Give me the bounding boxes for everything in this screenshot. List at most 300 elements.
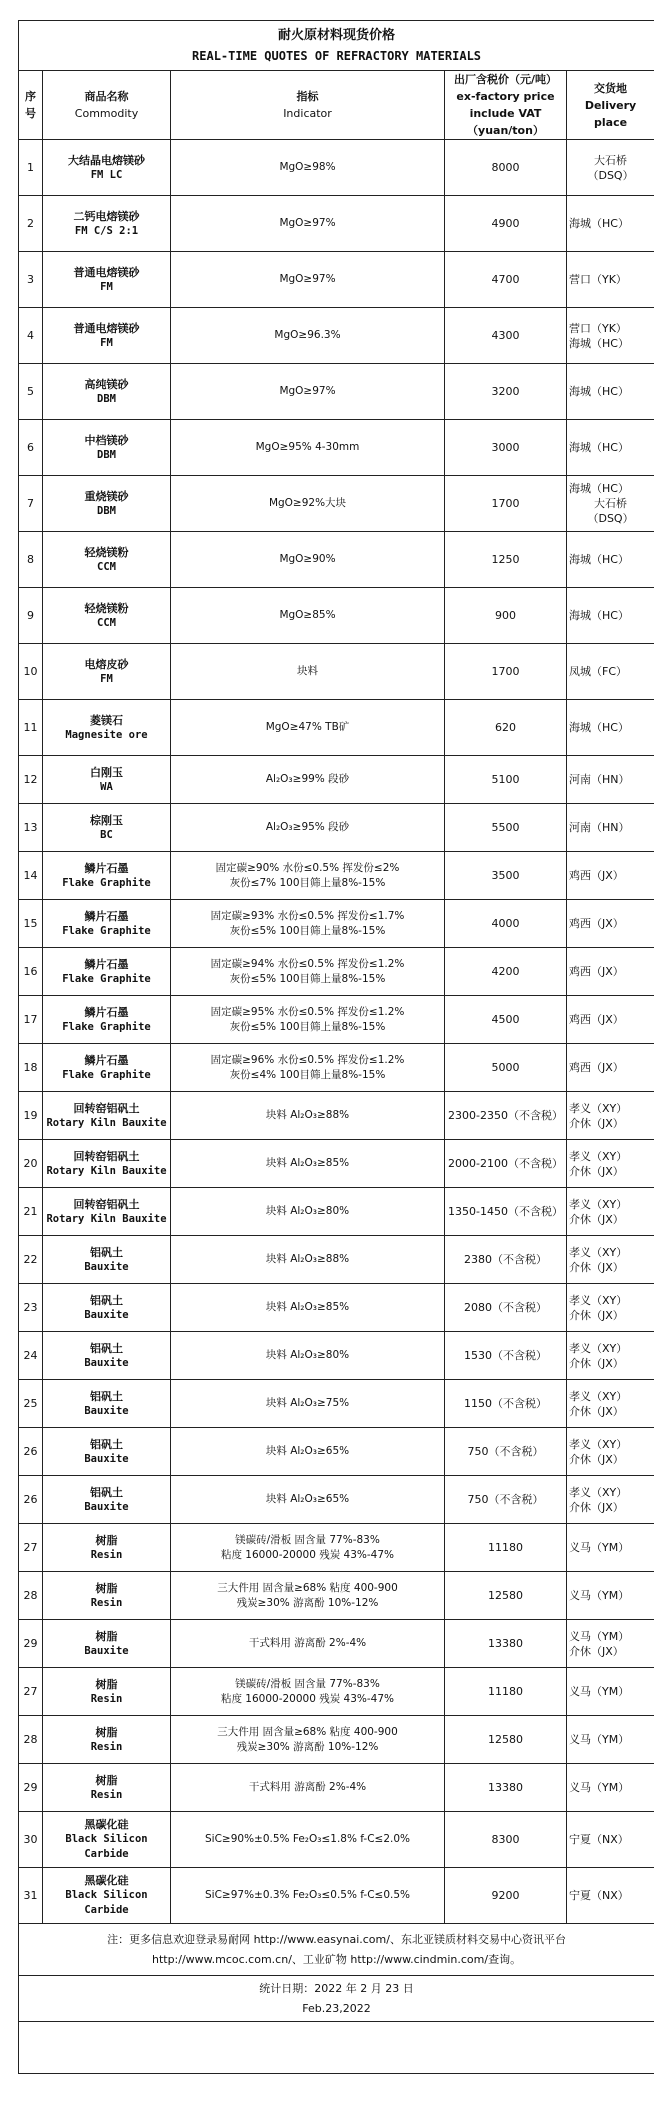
indicator-line: MgO≥98% <box>279 161 336 173</box>
row-number: 1 <box>19 140 43 196</box>
header-price-l2: ex-factory price <box>456 90 555 103</box>
indicator-line: SiC≥90%±0.5% Fe₂O₃≤1.8% f-C≤2.0% <box>205 1833 410 1845</box>
delivery-place-line: 孝义（XY） <box>569 1101 628 1115</box>
delivery-place-line: 海城（HC） <box>569 217 629 230</box>
price-cell: 4000 <box>445 900 567 948</box>
delivery-place-line: 介休（JX） <box>569 1356 624 1370</box>
commodity-cell <box>43 1188 171 1236</box>
indicator-line: 块料 Al₂O₃≥65% <box>265 1493 350 1505</box>
row-number: 9 <box>19 588 43 644</box>
commodity-code: FM <box>100 336 113 349</box>
price-cell: 3000 <box>445 420 567 476</box>
commodity-name: 二钙电熔镁砂 <box>73 209 140 223</box>
header-indicator <box>171 71 445 140</box>
table-row <box>19 1476 654 1524</box>
footnote <box>19 1924 654 1976</box>
commodity-name: 普通电熔镁砂 <box>73 321 140 335</box>
commodity-name: 树脂 <box>95 1629 118 1643</box>
delivery-place-cell <box>567 1620 654 1668</box>
price-cell: 13380 <box>445 1620 567 1668</box>
price-cell: 1150（不含税） <box>445 1380 567 1428</box>
price-cell: 12580 <box>445 1572 567 1620</box>
table-row <box>19 308 654 364</box>
header-row <box>19 71 654 140</box>
indicator-line: 固定碳≥93% 水份≤0.5% 挥发份≤1.7% <box>210 909 405 922</box>
commodity-cell <box>43 476 171 532</box>
commodity-code: Flake Graphite <box>62 876 151 889</box>
indicator-cell <box>171 476 445 532</box>
row-number: 29 <box>19 1620 43 1668</box>
table-row <box>19 1716 654 1764</box>
table-row <box>19 948 654 996</box>
delivery-place-line: 义马（YM） <box>569 1685 630 1698</box>
row-number: 14 <box>19 852 43 900</box>
indicator-line: 灰份≤5% 100目筛上量8%-15% <box>229 972 386 985</box>
commodity-cell <box>43 1668 171 1716</box>
title-cn: 耐火原材料现货价格 <box>19 21 654 47</box>
table-row <box>19 996 654 1044</box>
delivery-place-line: （DSQ） <box>587 512 634 525</box>
commodity-cell <box>43 804 171 852</box>
commodity-name: 鳞片石墨 <box>84 1053 129 1067</box>
price-cell: 900 <box>445 588 567 644</box>
commodity-name: 大结晶电熔镁砂 <box>68 153 145 167</box>
delivery-place-cell <box>567 1716 654 1764</box>
commodity-cell <box>43 996 171 1044</box>
commodity-cell <box>43 700 171 756</box>
indicator-cell <box>171 1524 445 1572</box>
price-cell: 4900 <box>445 196 567 252</box>
price-cell: 11180 <box>445 1668 567 1716</box>
commodity-cell <box>43 196 171 252</box>
indicator-cell <box>171 1140 445 1188</box>
table-row <box>19 588 654 644</box>
indicator-line: MgO≥92%大块 <box>268 497 347 509</box>
delivery-place-cell <box>567 1188 654 1236</box>
header-no: 序号 <box>19 71 43 140</box>
row-number: 4 <box>19 308 43 364</box>
table-row <box>19 252 654 308</box>
row-number: 16 <box>19 948 43 996</box>
commodity-code: Bauxite <box>84 1260 129 1273</box>
row-number: 29 <box>19 1764 43 1812</box>
commodity-name: 铝矾土 <box>90 1389 123 1403</box>
header-price-l1: 出厂含税价（元/吨） <box>453 73 558 86</box>
delivery-place-cell <box>567 1524 654 1572</box>
indicator-cell <box>171 1428 445 1476</box>
price-cell: 2380（不含税） <box>445 1236 567 1284</box>
delivery-place-cell <box>567 1092 654 1140</box>
indicator-line: 固定碳≥95% 水份≤0.5% 挥发份≤1.2% <box>210 1005 405 1018</box>
indicator-cell <box>171 948 445 996</box>
indicator-line: 块料 Al₂O₃≥75% <box>265 1397 350 1409</box>
indicator-line: 灰份≤7% 100目筛上量8%-15% <box>229 876 386 889</box>
commodity-code: BC <box>100 828 113 841</box>
indicator-line: MgO≥90% <box>279 553 336 565</box>
commodity-cell <box>43 900 171 948</box>
delivery-place-line: 鸡西（JX） <box>569 917 624 930</box>
delivery-place-cell <box>567 1044 654 1092</box>
delivery-place-line: 海城（HC） <box>569 336 629 350</box>
delivery-place-line: 宁夏（NX） <box>569 1833 629 1846</box>
delivery-place-line: 大石桥 <box>594 153 628 167</box>
row-number: 19 <box>19 1092 43 1140</box>
row-number: 31 <box>19 1868 43 1924</box>
table-row <box>19 644 654 700</box>
indicator-line: 镁碳砖/滑板 固含量 77%-83% <box>235 1677 380 1690</box>
row-number: 26 <box>19 1476 43 1524</box>
commodity-cell <box>43 1236 171 1284</box>
delivery-place-line: 介休（JX） <box>569 1452 624 1466</box>
price-cell: 4700 <box>445 252 567 308</box>
commodity-name: 电熔皮砂 <box>84 657 129 671</box>
commodity-name: 中档镁砂 <box>84 433 129 447</box>
commodity-name: 鳞片石墨 <box>84 1005 129 1019</box>
indicator-cell <box>171 1380 445 1428</box>
delivery-place-cell <box>567 1428 654 1476</box>
commodity-cell <box>43 1868 171 1924</box>
price-rows <box>19 140 654 1924</box>
indicator-line: MgO≥95% 4-30mm <box>255 441 360 453</box>
indicator-cell <box>171 1044 445 1092</box>
row-number: 8 <box>19 532 43 588</box>
commodity-cell <box>43 308 171 364</box>
price-cell: 1700 <box>445 476 567 532</box>
commodity-cell <box>43 364 171 420</box>
commodity-name: 普通电熔镁砂 <box>73 265 140 279</box>
delivery-place-cell <box>567 476 654 532</box>
indicator-line: MgO≥96.3% <box>274 329 341 341</box>
delivery-place-line: 海城（HC） <box>569 441 629 454</box>
price-cell: 750（不含税） <box>445 1428 567 1476</box>
row-number: 11 <box>19 700 43 756</box>
indicator-line: 灰份≤4% 100目筛上量8%-15% <box>229 1068 386 1081</box>
delivery-place-line: 孝义（XY） <box>569 1293 628 1307</box>
table-row <box>19 1044 654 1092</box>
header-indicator-cn: 指标 <box>296 90 319 103</box>
delivery-place-line: 孝义（XY） <box>569 1245 628 1259</box>
delivery-place-cell <box>567 364 654 420</box>
commodity-cell <box>43 252 171 308</box>
indicator-cell <box>171 364 445 420</box>
delivery-place-cell <box>567 532 654 588</box>
delivery-place-line: 海城（HC） <box>569 609 629 622</box>
price-cell: 620 <box>445 700 567 756</box>
delivery-place-cell <box>567 308 654 364</box>
delivery-place-line: 大石桥 <box>594 497 628 510</box>
delivery-place-cell <box>567 420 654 476</box>
commodity-code: CCM <box>97 560 116 573</box>
price-cell: 5000 <box>445 1044 567 1092</box>
commodity-cell <box>43 644 171 700</box>
commodity-code: Flake Graphite <box>62 924 151 937</box>
delivery-place-line: 鸡西（JX） <box>569 869 624 882</box>
commodity-code: WA <box>100 780 113 793</box>
commodity-cell <box>43 1332 171 1380</box>
row-number: 28 <box>19 1716 43 1764</box>
commodity-code: DBM <box>97 504 116 517</box>
header-price <box>445 71 567 140</box>
price-cell: 1350-1450（不含税） <box>445 1188 567 1236</box>
price-cell: 2300-2350（不含税） <box>445 1092 567 1140</box>
title-en: REAL-TIME QUOTES OF REFRACTORY MATERIALS <box>19 47 654 71</box>
footnote-line-1: 注：更多信息欢迎登录易耐网 http://www.easynai.com/、东北亚镁质材料交易中心资讯平台 <box>107 1932 566 1946</box>
row-number: 13 <box>19 804 43 852</box>
commodity-name: 铝矾土 <box>90 1341 123 1355</box>
indicator-line: 块料 Al₂O₃≥65% <box>265 1445 350 1457</box>
delivery-place-line: 介休（JX） <box>569 1116 624 1130</box>
indicator-line: 固定碳≥90% 水份≤0.5% 挥发份≤2% <box>215 861 400 874</box>
table-row <box>19 1764 654 1812</box>
commodity-name: 铝矾土 <box>90 1293 123 1307</box>
price-cell: 1700 <box>445 644 567 700</box>
indicator-cell <box>171 1572 445 1620</box>
price-cell: 750（不含税） <box>445 1476 567 1524</box>
commodity-code: Resin <box>90 1788 123 1801</box>
delivery-place-line: 义马（YM） <box>569 1733 630 1746</box>
header-price-l3: include VAT <box>469 107 542 120</box>
commodity-cell <box>43 1572 171 1620</box>
indicator-line: 残炭≥30% 游离酚 10%-12% <box>236 1740 379 1753</box>
indicator-cell <box>171 140 445 196</box>
delivery-place-line: 海城（HC） <box>569 482 629 495</box>
delivery-place-line: 宁夏（NX） <box>569 1889 629 1902</box>
stats-date-en: Feb.23,2022 <box>302 2001 371 2015</box>
indicator-line: 干式料用 游离酚 2%-4% <box>248 1637 367 1649</box>
delivery-place-cell <box>567 1332 654 1380</box>
header-place-l2: Delivery <box>584 98 637 112</box>
indicator-line: MgO≥97% <box>279 273 336 285</box>
commodity-code: Resin <box>90 1596 123 1609</box>
header-place-l1: 交货地 <box>594 81 628 95</box>
commodity-cell <box>43 1812 171 1868</box>
commodity-cell <box>43 1092 171 1140</box>
commodity-code: Black Silicon Carbide <box>65 1889 148 1916</box>
indicator-line: 粘度 16000-20000 残炭 43%-47% <box>220 1692 395 1705</box>
indicator-cell <box>171 308 445 364</box>
table-row <box>19 756 654 804</box>
delivery-place-line: 义马（YM） <box>569 1589 630 1602</box>
indicator-cell <box>171 1812 445 1868</box>
commodity-code: CCM <box>97 616 116 629</box>
commodity-name: 鳞片石墨 <box>84 909 129 923</box>
commodity-name: 鳞片石墨 <box>84 861 129 875</box>
indicator-cell <box>171 532 445 588</box>
commodity-cell <box>43 852 171 900</box>
commodity-cell <box>43 1044 171 1092</box>
indicator-line: Al₂O₃≥99% 段砂 <box>265 773 350 785</box>
indicator-line: 灰份≤5% 100目筛上量8%-15% <box>229 924 386 937</box>
delivery-place-line: 凤城（FC） <box>569 665 628 678</box>
indicator-line: 固定碳≥96% 水份≤0.5% 挥发份≤1.2% <box>210 1053 405 1066</box>
row-number: 12 <box>19 756 43 804</box>
indicator-cell <box>171 1716 445 1764</box>
delivery-place-cell <box>567 1284 654 1332</box>
commodity-cell <box>43 532 171 588</box>
delivery-place-line: 介休（JX） <box>569 1164 624 1178</box>
commodity-name: 白刚玉 <box>90 765 123 779</box>
commodity-code: Rotary Kiln Bauxite <box>46 1116 167 1129</box>
delivery-place-cell <box>567 1668 654 1716</box>
indicator-cell <box>171 196 445 252</box>
table-row <box>19 1332 654 1380</box>
delivery-place-line: 介休（JX） <box>569 1404 624 1418</box>
commodity-cell <box>43 588 171 644</box>
commodity-cell <box>43 1284 171 1332</box>
price-cell: 4200 <box>445 948 567 996</box>
indicator-line: 镁碳砖/滑板 固含量 77%-83% <box>235 1533 380 1546</box>
commodity-name: 铝矾土 <box>90 1245 123 1259</box>
commodity-name: 回转窑铝矾土 <box>73 1101 140 1115</box>
price-cell: 2080（不含税） <box>445 1284 567 1332</box>
header-place-l3: place <box>594 115 628 129</box>
indicator-cell <box>171 1332 445 1380</box>
indicator-cell <box>171 644 445 700</box>
commodity-cell <box>43 1428 171 1476</box>
delivery-place-line: 河南（HN） <box>569 773 630 786</box>
row-number: 25 <box>19 1380 43 1428</box>
indicator-cell <box>171 252 445 308</box>
delivery-place-line: 河南（HN） <box>569 821 630 834</box>
table-row <box>19 1092 654 1140</box>
row-number: 10 <box>19 644 43 700</box>
table-row <box>19 1140 654 1188</box>
delivery-place-cell <box>567 700 654 756</box>
commodity-cell <box>43 420 171 476</box>
indicator-line: 块料 Al₂O₃≥88% <box>265 1253 350 1265</box>
table-row <box>19 532 654 588</box>
commodity-name: 菱镁石 <box>90 713 123 727</box>
table-row <box>19 900 654 948</box>
price-cell: 12580 <box>445 1716 567 1764</box>
commodity-code: Bauxite <box>84 1404 129 1417</box>
table-row <box>19 852 654 900</box>
table-row <box>19 1572 654 1620</box>
delivery-place-cell <box>567 196 654 252</box>
delivery-place-cell <box>567 588 654 644</box>
commodity-cell <box>43 948 171 996</box>
row-number: 5 <box>19 364 43 420</box>
row-number: 3 <box>19 252 43 308</box>
delivery-place-cell <box>567 852 654 900</box>
commodity-name: 轻烧镁粉 <box>84 601 129 615</box>
row-number: 23 <box>19 1284 43 1332</box>
indicator-cell <box>171 420 445 476</box>
table-row <box>19 1524 654 1572</box>
table-row <box>19 1236 654 1284</box>
delivery-place-cell <box>567 804 654 852</box>
price-cell: 8300 <box>445 1812 567 1868</box>
commodity-name: 铝矾土 <box>90 1485 123 1499</box>
blank-row <box>19 2022 654 2074</box>
commodity-cell <box>43 1524 171 1572</box>
indicator-cell <box>171 1868 445 1924</box>
commodity-name: 树脂 <box>95 1533 118 1547</box>
indicator-line: MgO≥97% <box>279 385 336 397</box>
table-row <box>19 364 654 420</box>
price-cell: 5100 <box>445 756 567 804</box>
delivery-place-line: 义马（YM） <box>569 1781 630 1794</box>
indicator-cell <box>171 1284 445 1332</box>
delivery-place-cell <box>567 140 654 196</box>
table-row <box>19 196 654 252</box>
delivery-place-line: 介休（JX） <box>569 1308 624 1322</box>
commodity-cell <box>43 1620 171 1668</box>
indicator-cell <box>171 1764 445 1812</box>
commodity-code: FM LC <box>90 168 123 181</box>
commodity-name: 树脂 <box>95 1581 118 1595</box>
row-number: 15 <box>19 900 43 948</box>
table-row <box>19 700 654 756</box>
indicator-line: 三大件用 固含量≥68% 粘度 400-900 <box>217 1725 398 1738</box>
row-number: 27 <box>19 1524 43 1572</box>
delivery-place-line: 鸡西（JX） <box>569 1013 624 1026</box>
delivery-place-cell <box>567 1476 654 1524</box>
delivery-place-cell <box>567 252 654 308</box>
table-row <box>19 1188 654 1236</box>
indicator-cell <box>171 996 445 1044</box>
delivery-place-line: 孝义（XY） <box>569 1389 628 1403</box>
delivery-place-cell <box>567 1764 654 1812</box>
indicator-line: 块料 Al₂O₃≥88% <box>265 1109 350 1121</box>
commodity-cell <box>43 140 171 196</box>
row-number: 26 <box>19 1428 43 1476</box>
table-row <box>19 1380 654 1428</box>
indicator-line: 固定碳≥94% 水份≤0.5% 挥发份≤1.2% <box>210 957 405 970</box>
commodity-code: Rotary Kiln Bauxite <box>46 1164 167 1177</box>
delivery-place-line: 义马（YM） <box>569 1541 630 1554</box>
delivery-place-cell <box>567 900 654 948</box>
header-commodity-en: Commodity <box>74 107 139 120</box>
commodity-cell <box>43 1380 171 1428</box>
indicator-line: 三大件用 固含量≥68% 粘度 400-900 <box>217 1581 398 1594</box>
delivery-place-line: 海城（HC） <box>569 385 629 398</box>
header-price-l4: （yuan/ton） <box>467 124 544 137</box>
table-row <box>19 1620 654 1668</box>
delivery-place-cell <box>567 1140 654 1188</box>
delivery-place-line: 介休（JX） <box>569 1260 624 1274</box>
indicator-cell <box>171 700 445 756</box>
indicator-line: SiC≥97%±0.3% Fe₂O₃≤0.5% f-C≤0.5% <box>205 1889 410 1901</box>
indicator-line: MgO≥97% <box>279 217 336 229</box>
commodity-name: 回转窑铝矾土 <box>73 1149 140 1163</box>
commodity-code: Bauxite <box>84 1452 129 1465</box>
indicator-line: 残炭≥30% 游离酚 10%-12% <box>236 1596 379 1609</box>
delivery-place-cell <box>567 948 654 996</box>
delivery-place-cell <box>567 1868 654 1924</box>
indicator-line: MgO≥85% <box>279 609 336 621</box>
delivery-place-line: 海城（HC） <box>569 721 629 734</box>
indicator-line: Al₂O₃≥95% 段砂 <box>265 821 350 833</box>
table-row <box>19 1428 654 1476</box>
commodity-name: 铝矾土 <box>90 1437 123 1451</box>
commodity-cell <box>43 1140 171 1188</box>
delivery-place-line: 鸡西（JX） <box>569 1061 624 1074</box>
table-row <box>19 1284 654 1332</box>
commodity-code: FM <box>100 280 113 293</box>
indicator-line: MgO≥47% TB矿 <box>265 721 350 733</box>
price-cell: 13380 <box>445 1764 567 1812</box>
indicator-line: 块料 Al₂O₃≥80% <box>265 1349 350 1361</box>
delivery-place-cell <box>567 996 654 1044</box>
indicator-cell <box>171 852 445 900</box>
indicator-cell <box>171 1620 445 1668</box>
indicator-line: 块料 Al₂O₃≥80% <box>265 1205 350 1217</box>
delivery-place-cell <box>567 1380 654 1428</box>
price-cell: 4300 <box>445 308 567 364</box>
commodity-cell <box>43 756 171 804</box>
commodity-code: Bauxite <box>84 1644 129 1657</box>
